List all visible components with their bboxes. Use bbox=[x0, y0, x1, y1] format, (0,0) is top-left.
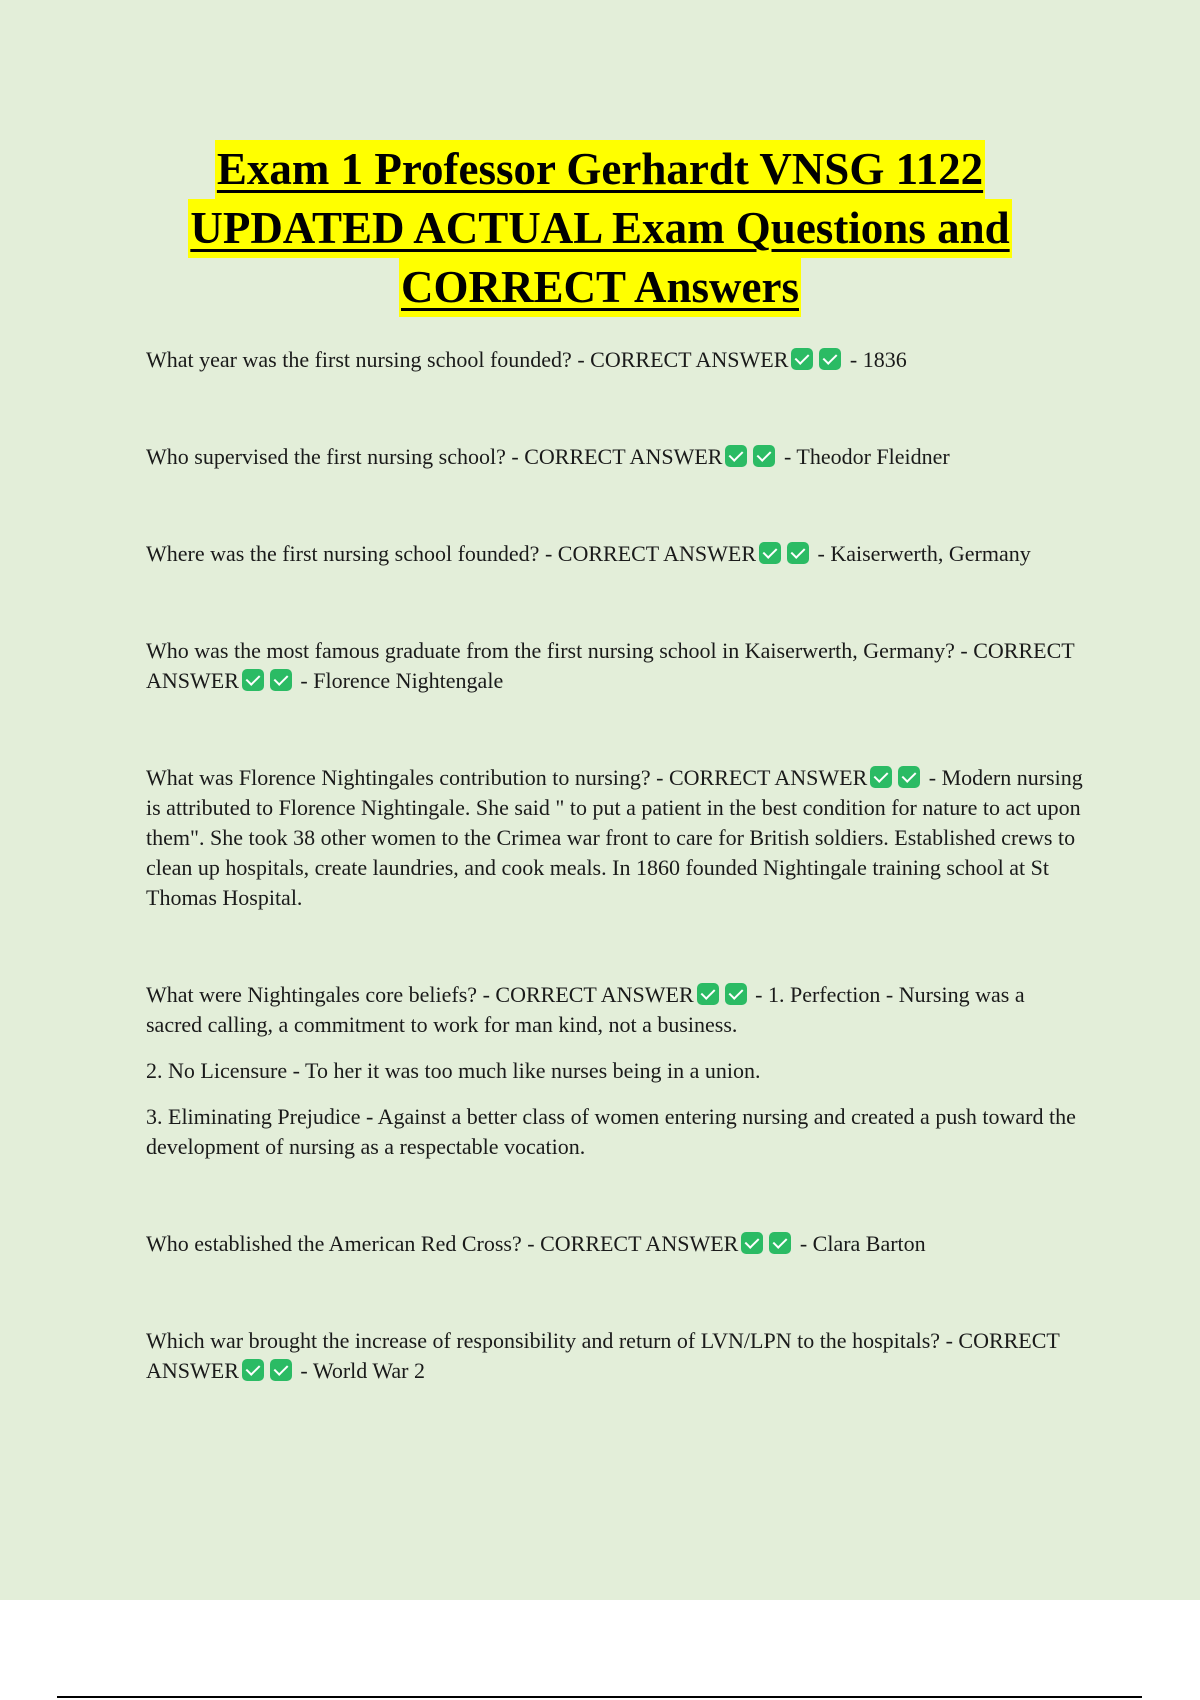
check-mark-icon bbox=[791, 348, 813, 370]
qa-item bbox=[146, 345, 1086, 375]
qa-list bbox=[146, 345, 1086, 1386]
answer-marker: CORRECT ANSWER bbox=[146, 638, 1075, 693]
answer-text: - Kaiserwerth, Germany bbox=[812, 541, 1031, 566]
check-mark-icon bbox=[819, 348, 841, 370]
check-mark-icon bbox=[725, 983, 747, 1005]
check-mark-icon bbox=[769, 1232, 791, 1254]
answer-marker: CORRECT ANSWER bbox=[590, 347, 789, 372]
answer-text: - Theodor Fleidner bbox=[778, 444, 950, 469]
qa-item bbox=[146, 763, 1086, 913]
qa-item bbox=[146, 636, 1086, 696]
answer-continuation: 2. No Licensure - To her it was too much like nurses being in a union. bbox=[146, 1058, 761, 1083]
check-mark-icon bbox=[697, 983, 719, 1005]
qa-item bbox=[146, 980, 1086, 1162]
question-text: Who supervised the first nursing school? - bbox=[146, 444, 525, 469]
answer-continuation: 3. Eliminating Prejudice - Against a better class of women entering nursing and created a push toward the development of nursing as a respectable vocation. bbox=[146, 1104, 1076, 1159]
question-text: What were Nightingales core beliefs? - bbox=[146, 982, 496, 1007]
qa-item bbox=[146, 1326, 1086, 1386]
answer-text: - 1. Perfection - Nursing was a sacred calling, a commitment to work for man kind, not a business. bbox=[146, 982, 1025, 1037]
question-text: Which war brought the increase of responsibility and return of LVN/LPN to the hospitals? - bbox=[146, 1328, 959, 1353]
check-mark-icon bbox=[753, 445, 775, 467]
answer-marker: CORRECT ANSWER bbox=[557, 541, 757, 566]
title-line: Exam 1 Professor Gerhardt VNSG 1122 bbox=[215, 140, 985, 199]
check-mark-icon bbox=[242, 669, 264, 691]
title-line: UPDATED ACTUAL Exam Questions and bbox=[188, 199, 1011, 258]
question-text: Who established the American Red Cross? - bbox=[146, 1231, 541, 1256]
question-text: What was Florence Nightingales contribution to nursing? - bbox=[146, 765, 669, 790]
answer-marker: CORRECT ANSWER bbox=[669, 765, 868, 790]
answer-text: - Clara Barton bbox=[794, 1231, 926, 1256]
check-mark-icon bbox=[741, 1232, 763, 1254]
answer-text: - World War 2 bbox=[294, 1358, 425, 1383]
check-mark-icon bbox=[270, 1359, 292, 1381]
check-mark-icon bbox=[898, 766, 920, 788]
question-text: What year was the first nursing school founded? - bbox=[146, 347, 591, 372]
document-title bbox=[100, 140, 1100, 317]
check-mark-icon bbox=[270, 669, 292, 691]
answer-text: - Modern nursing is attributed to Florence Nightingale. She said " to put a patient in the best condition for nature to act upon them". She took 38 other women to the Crimea war front to care for British soldiers. Established crews to clean up hospitals, create laundries, and cook meals. In 1860 founded Nightingale training school at St Thomas Hospital. bbox=[146, 765, 1083, 910]
check-mark-icon bbox=[242, 1359, 264, 1381]
check-mark-icon bbox=[870, 766, 892, 788]
check-mark-icon bbox=[759, 542, 781, 564]
qa-item bbox=[146, 442, 1086, 472]
answer-marker: CORRECT ANSWER bbox=[524, 444, 723, 469]
check-mark-icon bbox=[725, 445, 747, 467]
answer-marker: CORRECT ANSWER bbox=[146, 1328, 1060, 1383]
answer-marker: CORRECT ANSWER bbox=[495, 982, 694, 1007]
question-text: Where was the first nursing school founded? - bbox=[146, 541, 558, 566]
question-text: Who was the most famous graduate from the first nursing school in Kaiserwerth, Germany? - bbox=[146, 638, 974, 663]
answer-marker: CORRECT ANSWER bbox=[540, 1231, 739, 1256]
qa-item bbox=[146, 539, 1086, 569]
page-divider bbox=[57, 1696, 1142, 1698]
answer-text: - Florence Nightengale bbox=[294, 668, 504, 693]
title-line: CORRECT Answers bbox=[399, 258, 801, 317]
check-mark-icon bbox=[787, 542, 809, 564]
answer-text: - 1836 bbox=[844, 347, 907, 372]
qa-item bbox=[146, 1229, 1086, 1259]
